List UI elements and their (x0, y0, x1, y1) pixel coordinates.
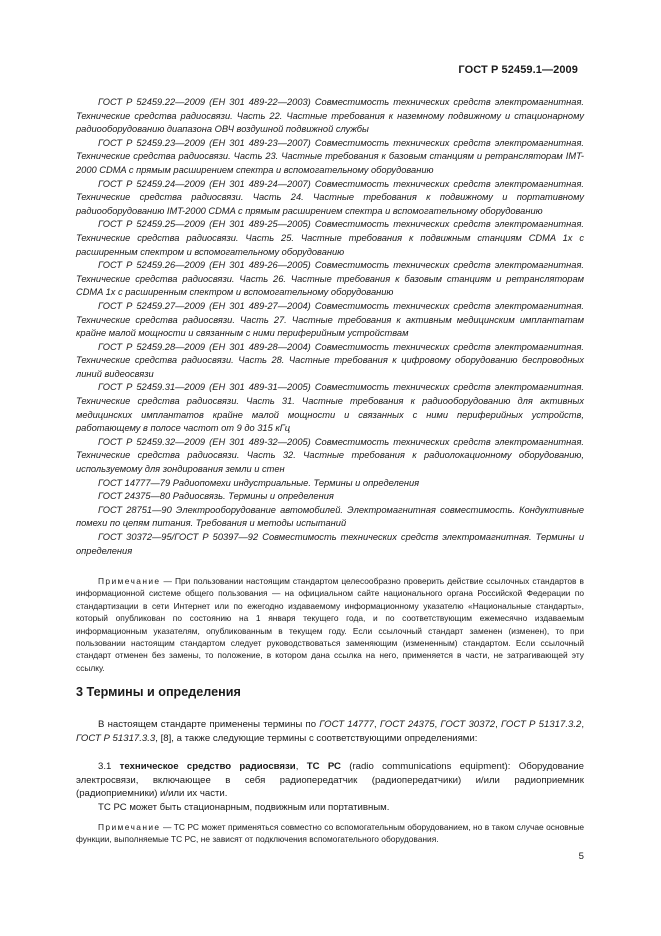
reference-item: ГОСТ Р 52459.27—2009 (ЕН 301 489-27—2004) Совместимость технических средств электромагнитная. Технические средства радиосвязи. Часть 27. Частные требования к активным медицинским имплантатам крайне малой мощности и связанным с ними периферийным устройствам (76, 300, 584, 339)
note-label: Примечание (98, 822, 161, 832)
ref-link: ГОСТ 30372 (440, 719, 496, 730)
reference-item: ГОСТ Р 52459.24—2009 (ЕН 301 489-24—2007) Совместимость технических средств электромагнитная. Технические средства радиосвязи. Часть 24. Частные требования к подвижному и портативному радиооборудованию IMT-2000 CDMA с прямым расширением спектра и вспомогательному оборудованию (76, 178, 584, 216)
separator: , (434, 719, 441, 730)
note-term (76, 821, 584, 846)
ref-link: ГОСТ 24375 (379, 719, 435, 730)
reference-item: ГОСТ Р 52459.28—2009 (ЕН 301 489-28—2004) Совместимость технических средств электромагнитная. Технические средства радиосвязи. Часть 28. Частные требования к цифровому оборудованию беспроводных линий видеосвязи (76, 341, 584, 379)
page-number: 5 (578, 851, 584, 862)
note-label: Примечание (98, 576, 161, 586)
ref-link: ГОСТ Р 51317.3.3 (76, 732, 156, 744)
term-name: техническое средство радиосвязи (119, 761, 296, 772)
document-header: ГОСТ Р 52459.1—2009 (458, 64, 578, 76)
intro-text: В настоящем стандарте применены термины по (98, 719, 320, 730)
note-references (76, 575, 584, 674)
reference-item: ГОСТ 24375—80 Радиосвязь. Термины и определения (98, 491, 334, 502)
term-number: 3.1 (98, 761, 120, 772)
term-paragraph: ТС РС может быть стационарным, подвижным или портативным. (98, 802, 390, 813)
reference-item: ГОСТ Р 52459.26—2009 (ЕН 301 489-26—2005) Совместимость технических средств электромагнитная. Технические средства радиосвязи. Часть 26. Частные требования к базовым станциям и ретрансляторам CDMA 1x с расширенным спектром и вспомогательному оборудованию (76, 260, 584, 298)
separator: , (495, 719, 502, 730)
reference-item: ГОСТ 14777—79 Радиопомехи индустриальные. Термины и определения (98, 477, 420, 488)
term-abbreviation: ТС РС (306, 761, 341, 772)
intro-text: , [8], а также следующие термины с соответствующими определениями: (155, 732, 478, 744)
separator: , (581, 719, 584, 730)
reference-item: ГОСТ 30372—95/ГОСТ Р 50397—92 Совместимость технических средств электромагнитная. Термины и определения (76, 532, 584, 556)
reference-list (76, 96, 584, 558)
reference-item: ГОСТ Р 52459.25—2009 (ЕН 301 489-25—2005) Совместимость технических средств электромагнитная. Технические средства радиосвязи. Часть 25. Частные требования к подвижным станциям CDMA 1x с расширенным спектром и вспомогательному оборудованию (76, 219, 584, 257)
reference-item: ГОСТ 28751—90 Электрооборудование автомобилей. Электромагнитная совместимость. Кондуктивные помехи по цепям питания. Требования и методы испытаний (76, 504, 584, 529)
reference-item: ГОСТ Р 52459.23—2009 (ЕН 301 489-23—2007) Совместимость технических средств электромагнитная. Технические средства радиосвязи. Часть 23. Частные требования к базовым станциям и ретрансляторам IMT-2000 CDMA с прямым расширением спектра и вспомогательному оборудованию (76, 137, 584, 175)
separator: , (373, 719, 380, 730)
ref-link: ГОСТ Р 51317.3.2 (501, 719, 582, 730)
reference-item: ГОСТ Р 52459.31—2009 (ЕН 301 489-31—2005) Совместимость технических средств электромагнитная. Технические средства радиосвязи. Часть 31. Частные требования к радиооборудованию для активных медицинских имплантатов крайне малой мощности и связанных с ними периферийных устройств, работающему в полосе частот от 9 до 315 кГц (76, 382, 584, 434)
note-text: — ТС РС может применяться совместно со вспомогательным оборудованием, но в таком случае основные функции, выполняемые ТС РС, не зависят от подключения вспомогательного оборудования. (76, 822, 584, 845)
term-definition (76, 760, 584, 801)
separator: , (295, 761, 307, 772)
ref-link: ГОСТ 14777 (319, 719, 374, 730)
reference-item: ГОСТ Р 52459.22—2009 (ЕН 301 489-22—2003) Совместимость технических средств электромагнитная. Технические средства радиосвязи. Часть 22. Частные требования к наземному подвижному и стационарному радиооборудованию диапазона ОВЧ воздушной подвижной службы (76, 97, 584, 135)
reference-item: ГОСТ Р 52459.32—2009 (ЕН 301 489-32—2005) Совместимость технических средств электромагнитная. Технические средства радиосвязи. Часть 32. Частные требования к радиолокационному оборудованию, используемому для зондирования земли и стен (76, 436, 584, 475)
note-text: — При пользовании настоящим стандартом целесообразно проверить действие ссылочных стандартов в информационной системе общего пользования — на официальном сайте национального органа Российской Федерации по стандартизации в сети Интернет или по ежегодно издаваемому информационному указателю «Национальные стандарты», который опубликован по состоянию на 1 января текущего года, и по соответствующим ежемесячно издаваемым информационным указателям, опубликованным в текущем году. Если ссылочный стандарт заменен (изменен), то при пользовании настоящим стандартом следует руководствоваться заменяющим (измененным) стандартом. Если ссылочный стандарт отменен без замены, то положение, в котором дана ссылка на него, применяется в части, не затрагивающей эту ссылку. (76, 576, 584, 673)
term-definition-text: (radio communications equipment): Оборудование электросвязи, включающее в себя радиопередатчик (радиопередатчики) и/или радиоприемник (радиоприемники) и/или их части. (76, 761, 584, 800)
section-heading: 3 Термины и определения (76, 685, 241, 699)
intro-paragraph (76, 718, 584, 745)
